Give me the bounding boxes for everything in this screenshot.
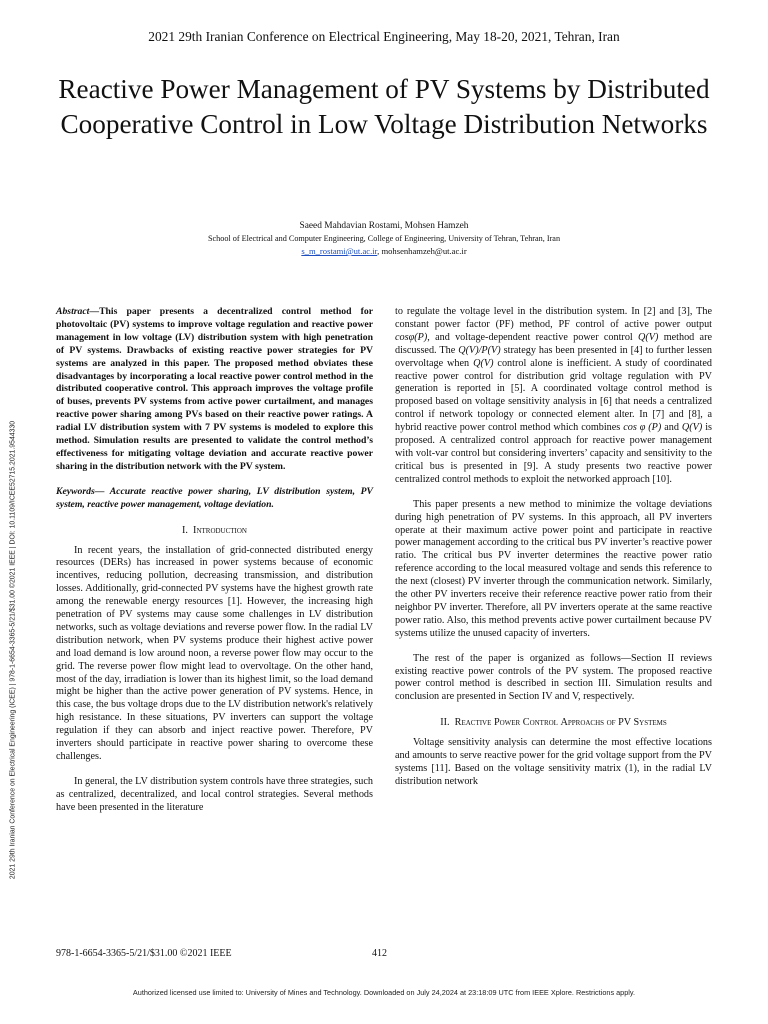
- section-title-part: pproachs of: [567, 717, 619, 729]
- math-qv-pv: Q(V)/P(V): [458, 344, 501, 356]
- page-number: 412: [372, 948, 387, 959]
- text-run: strategy has been presented in [4] to further lessen overvoltage when: [395, 344, 713, 369]
- section-title-part: S: [633, 717, 640, 729]
- email-hamzeh: mohsenhamzeh@ut.ac.ir: [381, 246, 467, 256]
- side-citation-text: 2021 29th Iranian Conference on Electrical Engineering (ICEE) | 978-1-6654-3365-5/21/$31.00 ©2021 IEEE | DOI: 10.1109/ICEE52715.2021.9544330: [9, 420, 17, 880]
- intro-paragraph-1: In recent years, the installation of grid-connected distributed energy resources (DERs) has increased in power systems because of economic incentives, reducing pollution, decreasing transmission, and distribution losses. Additionally, grid-connected PV systems have the highest growth rate among the renewable energy resources [1]. However, the increasing high penetration of PV systems may cause some challenges in LV distribution networks, such as voltage deviations and reverse power flow. In the radial LV distribution network, when PV systems produce their highest active power and load demand is low around noon, a reverse power flow may occur to the grid. The reverse power flow might lead to overvoltage. On the other hand, most of the day, irradiation is lower than its highest limit, so the load demand might be higher than the active power generation of PV systems. Hence, in this case, the bus voltage drops due to the LV distribution network's relatively high resistance. In these situations, PV inverters can support the voltage regulation if they can absorb and inject reactive power. Therefore, PV inverters should participate in reactive power sharing to overcome these challenges.: [56, 544, 373, 762]
- math-qv: Q(V): [681, 422, 703, 434]
- math-cosphi: cosφ(P): [395, 331, 428, 343]
- author-affiliation: School of Electrical and Computer Engineering, College of Engineering, University of Tehran, Tehran, Iran: [207, 234, 561, 243]
- section2-paragraph-1: Voltage sensitivity analysis can determine the most effective locations and amounts to serve reactive power for the grid voltage support from the PV systems [11]. Based on the voltage sensitivity matrix (1), in the radial LV distribution network: [395, 737, 712, 787]
- text-run: is proposed. A centralized control approach for reactive power management with volt-var control but considering inverters’ capacity and sensitivity to the critical bus is presented in [9]. A study presents two reactive power centralized control methods to exploit the networked approach [10].: [395, 422, 712, 485]
- section-heading-introduction: [56, 525, 373, 538]
- section-title-part: P: [493, 717, 500, 729]
- author-emails: [0, 246, 768, 256]
- text-run: and: [661, 422, 682, 434]
- proposed-method-paragraph: This paper presents a new method to minimize the voltage deviations during high penetration of PV systems. In this approach, all PV inverters operate at their maximum active power point and participate in reactive power management according to the critical bus PV inverter’s reactive power ratio. The critical bus PV inverter determines the reactive power ratio reference according to the local measured voltage and sends this reference to the next (closest) PV inverter through the communication network. Similarly, the other PV inverters receive their reference reactive power ratio from their neighbor PV inverter. Therefore, all PV inverters operate at the same reactive power ratio. Also, this method prevents active power curtailment because PV systems utilize the unused capacity of inverters.: [395, 498, 712, 639]
- intro-paragraph-2: In general, the LV distribution system controls have three strategies, such as centralized, decentralized, and local control strategies. Several methods have been presented in the literature: [56, 775, 373, 813]
- section-title-part: C: [522, 717, 530, 729]
- section-title-part: ower: [499, 717, 523, 729]
- math-qv: Q(V): [638, 331, 659, 343]
- math-qv: Q(V): [473, 357, 494, 369]
- section-title-rest: ntroduction: [196, 524, 247, 536]
- section-number: I.: [181, 524, 188, 536]
- paper-authors: Saeed Mahdavian Rostami, Mohsen Hamzeh: [299, 221, 469, 231]
- keywords: [56, 486, 373, 512]
- text-run: control alone is inefficient. A study of coordinated reactive power control for distribution grid voltage regulation with PV generation is reported in [5]. A coordinated voltage control method is proposed based on voltage sensitivity analysis in [6] that needs a centralized control if network topology or connected element alter. In [7] and [8], a hybrid reactive power control method which combines: [395, 357, 712, 434]
- email-separator: ,: [377, 246, 382, 256]
- math-cosphi: cos φ (P): [623, 422, 662, 434]
- abstract: [56, 306, 373, 474]
- side-citation-strip: [5, 330, 21, 970]
- license-notice: Authorized licensed use limited to: University of Mines and Technology. Downloaded on July 24,2024 at 23:18:09 UTC from IEEE Xplore. Restrictions apply.: [132, 988, 636, 997]
- abstract-label: Abstract: [56, 306, 90, 317]
- text-run: method are discussed. The: [395, 331, 712, 356]
- abstract-text: —This paper presents a decentralized control method for photovoltaic (PV) systems to improve voltage regulation and reactive power management in low voltage (LV) distribution system with high penetration of PV systems. Drawbacks of existing reactive power strategies for PV systems are analyzed in this paper. The proposed method obviates these disadvantages by incorporating a local reactive power control method in the distributed cooperative control. This approach improves the voltage profile of buses, prevents PV systems from active power curtailment, and manages reactive power sharing among PVs based on their reactive power ratings. A radial LV distribution system with 7 PV systems is modeled to explore this method. Simulation results are presented to validate the control method’s effectiveness for mitigating voltage deviation and accurate reactive power sharing in the distribution network with the PV system.: [56, 306, 373, 472]
- section-title-part: PV: [618, 717, 631, 729]
- section-number: II.: [440, 717, 450, 729]
- left-column: [56, 306, 373, 815]
- section-title-initial: I: [193, 524, 197, 536]
- email-link-rostami[interactable]: s_m_rostami@ut.ac.ir: [301, 246, 378, 256]
- related-work-paragraph: [395, 306, 712, 487]
- section-title-part: ontrol: [529, 717, 561, 729]
- paper-organization-paragraph: The rest of the paper is organized as follows—Section II reviews existing reactive power controls of the PV system. The proposed reactive power control method is described in section III. Simulation results and conclusion are presented in Section IV and V, respectively.: [395, 652, 712, 703]
- paper-title: Reactive Power Management of PV Systems by Distributed Cooperative Control in Low Voltage Distribution Networks: [58, 74, 710, 139]
- right-column: [395, 306, 712, 789]
- section-title-part: eactive: [461, 717, 494, 729]
- isbn-footer: 978-1-6654-3365-5/21/$31.00 ©2021 IEEE: [56, 948, 232, 959]
- keywords-text: — Accurate reactive power sharing, LV distribution system, PV system, reactive power management, voltage deviation.: [56, 485, 373, 510]
- section-title-part: A: [560, 717, 568, 729]
- text-run: to regulate the voltage level in the distribution system. In [2] and [3], The constant power factor (PF) method, PF control of active power output: [395, 306, 712, 330]
- section-title-part: ystems: [639, 717, 667, 729]
- keywords-label: Keywords: [56, 485, 95, 497]
- section-heading-reactive-power: [395, 717, 712, 730]
- text-run: , and voltage-dependent reactive power control: [427, 331, 639, 343]
- conference-header: 2021 29th Iranian Conference on Electrical Engineering, May 18-20, 2021, Tehran, Iran: [148, 29, 620, 44]
- section-title-part: R: [454, 717, 462, 729]
